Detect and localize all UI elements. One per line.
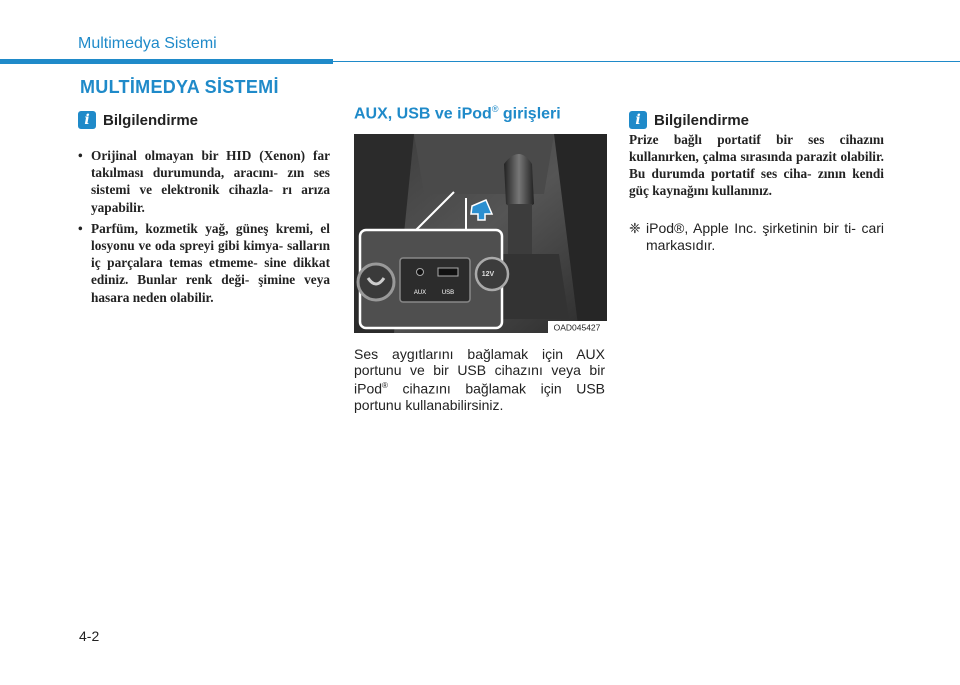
gear-knob <box>504 154 534 209</box>
right-info-text: Prize bağlı portatif bir ses cihazını kullanırken, çalma sırasında parazit olabilir. Bu durumda portatif ses ciha- zının kendi güç kaynağını kullanınız. <box>629 132 884 198</box>
aux-usb-port-photo <box>354 134 607 333</box>
right-info-title: Bilgilendirme <box>654 111 750 129</box>
12v-socket-label: 12V <box>481 271 495 278</box>
list-item: • Parfüm, kozmetik yağ, güneş kremi, el losyonu ve oda spreyi gibi kimya- salların iç parçalara temas etmeme- sine dikkat ediniz. Bunlar renk deği- şimine veya hasara neden olabilir. <box>78 220 330 306</box>
right-info-heading <box>629 111 749 129</box>
page-title: MULTİMEDYA SİSTEMİ <box>80 77 279 97</box>
header-rule-thick <box>0 59 333 64</box>
note-mark: ❈ <box>629 220 641 236</box>
image-code: OAD045427 <box>553 322 601 333</box>
header-rule-thin <box>333 61 960 62</box>
aux-port-label: AUX <box>413 290 427 296</box>
info-icon: i <box>78 111 96 129</box>
aux-section-title: AUX, USB ve iPod® girişleri <box>354 104 561 123</box>
note-text: iPod®, Apple Inc. şirketinin bir ti- cari markasıdır. <box>646 220 884 253</box>
aux-body-text: Ses aygıtlarını bağlamak için AUX portunu ve bir USB cihazını veya bir iPod® cihazını bağlamak için USB portunu kullanabilirsiniz. <box>354 346 605 413</box>
left-info-heading <box>78 111 198 129</box>
left-info-list <box>78 147 330 310</box>
usb-port-label: USB <box>441 290 455 296</box>
list-item: • Orijinal olmayan bir HID (Xenon) far takılması durumunda, aracını- zın ses sistemi ve elektronik cihazla- rı arıza yapabilir. <box>78 147 330 216</box>
left-info-title: Bilgilendirme <box>103 111 199 129</box>
page-number: 4-2 <box>79 628 100 644</box>
section-label: Multimedya Sistemi <box>78 35 217 52</box>
trademark-note <box>629 220 884 254</box>
info-icon: i <box>629 111 647 129</box>
